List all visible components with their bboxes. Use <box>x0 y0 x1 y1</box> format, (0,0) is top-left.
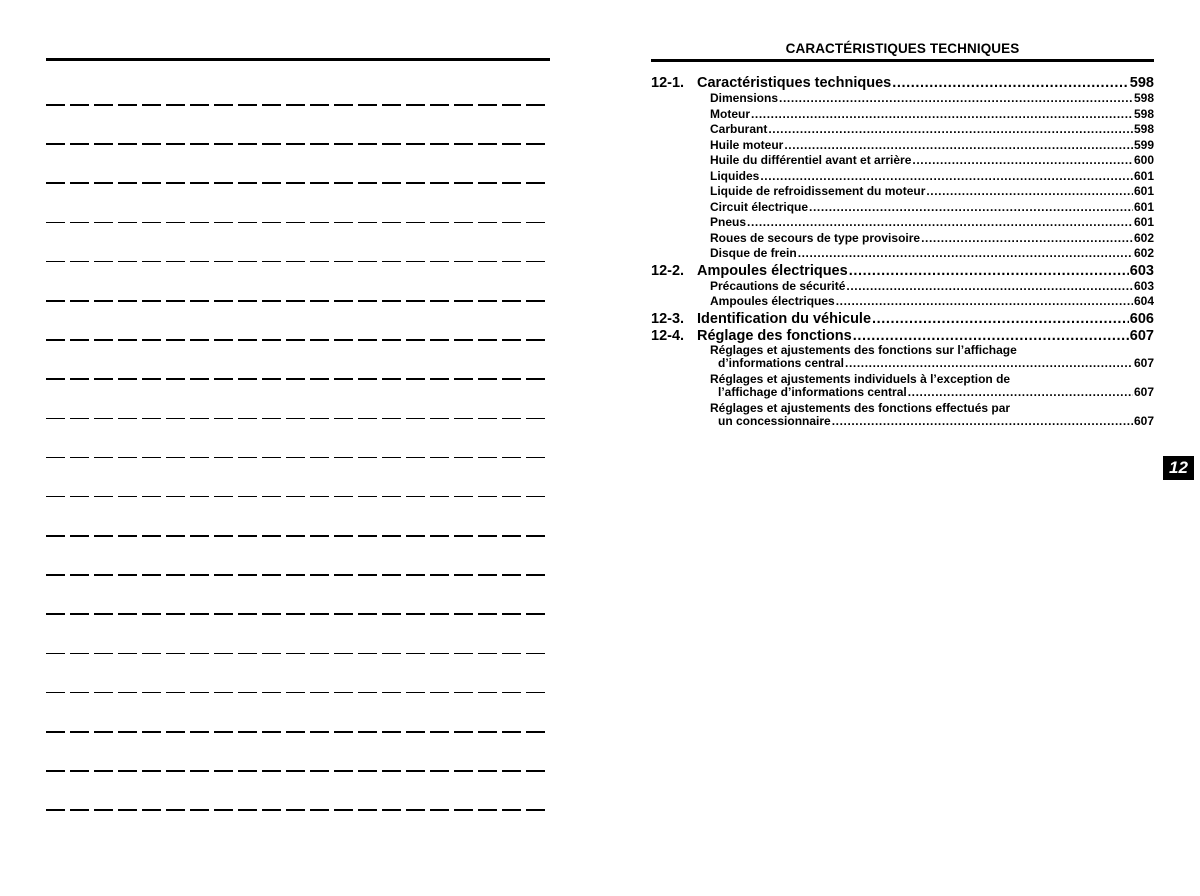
entry-page: 604 <box>1133 294 1154 308</box>
entry-title-line2: l’affichage d’informations central <box>718 385 907 399</box>
entry-title: Ampoules électriques <box>710 294 835 308</box>
note-line <box>46 261 550 263</box>
dot-leader <box>751 107 1133 123</box>
section-page: 606 <box>1129 310 1154 327</box>
entry-page: 603 <box>1133 278 1154 293</box>
note-line <box>46 182 550 184</box>
dot-leader <box>846 279 1133 295</box>
section-page: 598 <box>1129 75 1154 91</box>
toc-section-12-4[interactable] <box>651 328 1154 344</box>
toc-entry[interactable] <box>710 215 1154 231</box>
note-line <box>46 692 550 694</box>
entry-title: Dimensions <box>710 91 779 105</box>
entry-page: 607 <box>1133 385 1154 399</box>
toc-entry[interactable] <box>710 184 1154 200</box>
toc-entry[interactable] <box>710 91 1154 107</box>
entry-page: 598 <box>1133 91 1154 105</box>
dot-leader <box>872 311 1129 327</box>
note-line <box>46 574 550 576</box>
toc-entry[interactable] <box>710 138 1154 154</box>
toc-entry[interactable] <box>710 107 1154 123</box>
entry-page: 602 <box>1133 246 1154 260</box>
dot-leader <box>798 246 1133 262</box>
entry-title-line1: Réglages et ajustements des fonctions effectués par <box>710 400 1011 415</box>
chapter-tab-marker[interactable]: 12 <box>1163 456 1194 480</box>
page-header-title: CARACTÉRISTIQUES TECHNIQUES <box>785 41 1020 56</box>
dot-leader <box>849 263 1129 279</box>
note-line <box>46 300 550 302</box>
note-line <box>46 418 550 420</box>
toc-entry[interactable] <box>710 279 1154 295</box>
entry-page: 601 <box>1133 184 1154 198</box>
section-title: Ampoules électriques <box>697 262 848 279</box>
entry-page: 598 <box>1133 122 1154 136</box>
section-number: 12-2. <box>651 262 685 279</box>
toc-entry-multiline[interactable] <box>710 373 1154 400</box>
note-line <box>46 613 550 615</box>
entry-page: 607 <box>1133 356 1154 370</box>
table-of-contents <box>651 74 1154 429</box>
note-line <box>46 143 550 145</box>
entry-page: 601 <box>1133 199 1154 214</box>
toc-entry[interactable] <box>710 153 1154 169</box>
note-line <box>46 104 550 106</box>
entry-page: 599 <box>1133 137 1154 152</box>
note-line <box>46 457 550 459</box>
entry-page: 602 <box>1133 230 1154 245</box>
dot-leader <box>768 122 1133 138</box>
notes-lines <box>46 104 550 849</box>
dot-leader <box>809 200 1133 216</box>
note-line <box>46 809 550 811</box>
toc-entry[interactable] <box>710 122 1154 138</box>
toc-entry[interactable] <box>710 200 1154 216</box>
note-line <box>46 496 550 498</box>
entry-title: Roues de secours de type provisoire <box>710 230 921 245</box>
entry-title: Carburant <box>710 122 768 136</box>
toc-entry-multiline[interactable] <box>710 344 1154 371</box>
entry-title-line2: un concessionnaire <box>718 414 831 428</box>
dot-leader <box>926 184 1133 200</box>
section-number: 12-3. <box>651 310 685 327</box>
toc-entry[interactable] <box>710 169 1154 185</box>
entry-title: Huile du différentiel avant et arrière <box>710 153 912 167</box>
toc-entry-multiline[interactable] <box>710 402 1154 429</box>
section-page: 603 <box>1129 262 1154 279</box>
section-title: Réglage des fonctions <box>697 327 852 344</box>
dot-leader <box>912 153 1133 169</box>
section-page: 607 <box>1129 327 1154 344</box>
dot-leader <box>853 328 1129 344</box>
toc-entry[interactable] <box>710 294 1154 310</box>
section-number: 12-1. <box>651 75 685 91</box>
dot-leader <box>892 75 1129 91</box>
dot-leader <box>779 91 1133 107</box>
entry-page: 600 <box>1133 153 1154 167</box>
entry-title: Pneus <box>710 215 747 229</box>
entry-title-line2: d’informations central <box>718 356 845 370</box>
toc-section-12-3[interactable] <box>651 311 1154 327</box>
entry-title: Moteur <box>710 106 750 121</box>
entry-title: Liquide de refroidissement du moteur <box>710 184 926 198</box>
entry-title-line1: Réglages et ajustements des fonctions sur l’affichage <box>710 342 1017 357</box>
note-line <box>46 378 550 380</box>
dot-leader <box>836 294 1133 310</box>
entry-title-line1: Réglages et ajustements individuels à l’exception de <box>710 371 1011 386</box>
entry-page: 598 <box>1133 106 1154 121</box>
entry-page: 601 <box>1133 215 1154 229</box>
note-line <box>46 731 550 733</box>
toc-section-12-2[interactable] <box>651 263 1154 279</box>
entry-page: 601 <box>1133 168 1154 183</box>
entry-title: Précautions de sécurité <box>710 278 846 293</box>
section-number: 12-4. <box>651 327 685 344</box>
section-title: Caractéristiques techniques <box>697 75 892 91</box>
toc-section-12-1[interactable] <box>651 75 1154 91</box>
right-page-top-rule <box>651 59 1154 62</box>
entry-title: Liquides <box>710 168 760 183</box>
section-title: Identification du véhicule <box>697 310 872 327</box>
toc-entry[interactable] <box>710 231 1154 247</box>
dot-leader <box>908 386 1133 400</box>
entry-title: Circuit électrique <box>710 199 809 214</box>
note-line <box>46 535 550 537</box>
dot-leader <box>784 138 1133 154</box>
entry-title: Huile moteur <box>710 137 784 152</box>
entry-page: 607 <box>1133 414 1154 428</box>
note-line <box>46 339 550 341</box>
left-page-top-rule <box>46 58 550 61</box>
dot-leader <box>747 215 1133 231</box>
note-line <box>46 653 550 655</box>
toc-entry[interactable] <box>710 246 1154 262</box>
dot-leader <box>832 415 1133 429</box>
dot-leader <box>760 169 1133 185</box>
note-line <box>46 222 550 224</box>
dot-leader <box>921 231 1133 247</box>
note-line <box>46 770 550 772</box>
entry-title: Disque de frein <box>710 246 797 260</box>
dot-leader <box>845 357 1133 371</box>
